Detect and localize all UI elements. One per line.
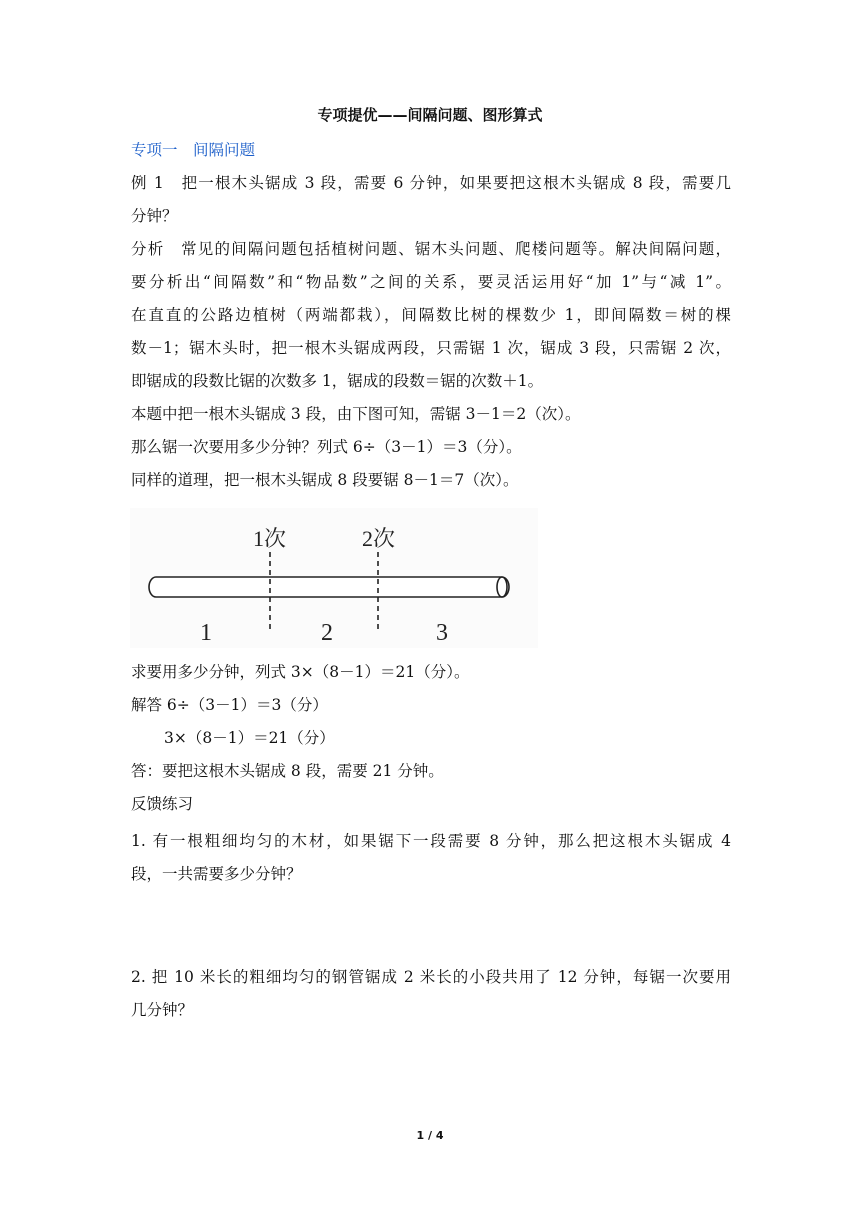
analysis-line-3: 在直直的公路边植树（两端都栽），间隔数比树的棵数少 1，即间隔数＝树的棵 [131,306,731,324]
analysis-line-6: 本题中把一根木头锯成 3 段，由下图可知，需锯 3－1＝2（次）。 [131,405,581,423]
question-1-line-1: 1. 有一根粗细均匀的木材，如果锯下一段需要 8 分钟，那么把这根木头锯成 4 [131,832,731,850]
segment-label-1: 1 [200,620,212,646]
analysis-line-1: 分析 常见的间隔问题包括植树问题、锯木头问题、爬楼问题等。解决间隔问题， [131,240,731,258]
analysis-line-7: 那么锯一次要用多少分钟？列式 6÷（3－1）＝3（分）。 [131,438,522,456]
question-2-line-2: 几分钟？ [131,1001,194,1019]
cut-label-2: 2次 [362,526,396,551]
analysis-line-4: 数－1；锯木头时，把一根木头锯成两段，只需锯 1 次，锯成 3 段，只需锯 2 次， [131,339,731,357]
segment-label-2: 2 [321,620,333,646]
log-body [149,577,509,597]
practice-heading: 反馈练习 [131,795,194,813]
segment-label-3: 3 [436,620,448,646]
question-1-line-2: 段，一共需要多少分钟？ [131,865,302,883]
page-title: 专项提优——间隔问题、图形算式 [317,106,543,124]
solution-line-1: 解答 6÷（3－1）＝3（分） [131,696,328,714]
analysis-line-2: 要分析出“间隔数”和“物品数”之间的关系，要灵活运用好“加 1”与“减 1”。 [131,273,731,291]
section-heading: 专项一 间隔问题 [131,141,256,159]
analysis-line-8: 同样的道理，把一根木头锯成 8 段要锯 8－1＝7（次）。 [131,471,519,489]
answer-line: 答：要把这根木头锯成 8 段，需要 21 分钟。 [131,762,444,780]
example-line-1: 例 1 把一根木头锯成 3 段，需要 6 分钟，如果要把这根木头锯成 8 段，需要几 [131,174,731,192]
cut-label-1: 1次 [253,526,287,551]
solution-line-2: 3×（8－1）＝21（分） [164,729,335,747]
analysis-line-5: 即锯成的段数比锯的次数多 1，锯成的段数＝锯的次数＋1。 [131,372,544,390]
log-cutting-diagram [130,508,538,648]
example-line-2: 分钟？ [131,207,178,225]
after-diagram-line: 求要用多少分钟，列式 3×（8－1）＝21（分）。 [131,663,470,681]
page-number: 1 / 4 [416,1129,444,1142]
question-2-line-1: 2. 把 10 米长的粗细均匀的钢管锯成 2 米长的小段共用了 12 分钟，每锯一次要用 [131,968,731,986]
